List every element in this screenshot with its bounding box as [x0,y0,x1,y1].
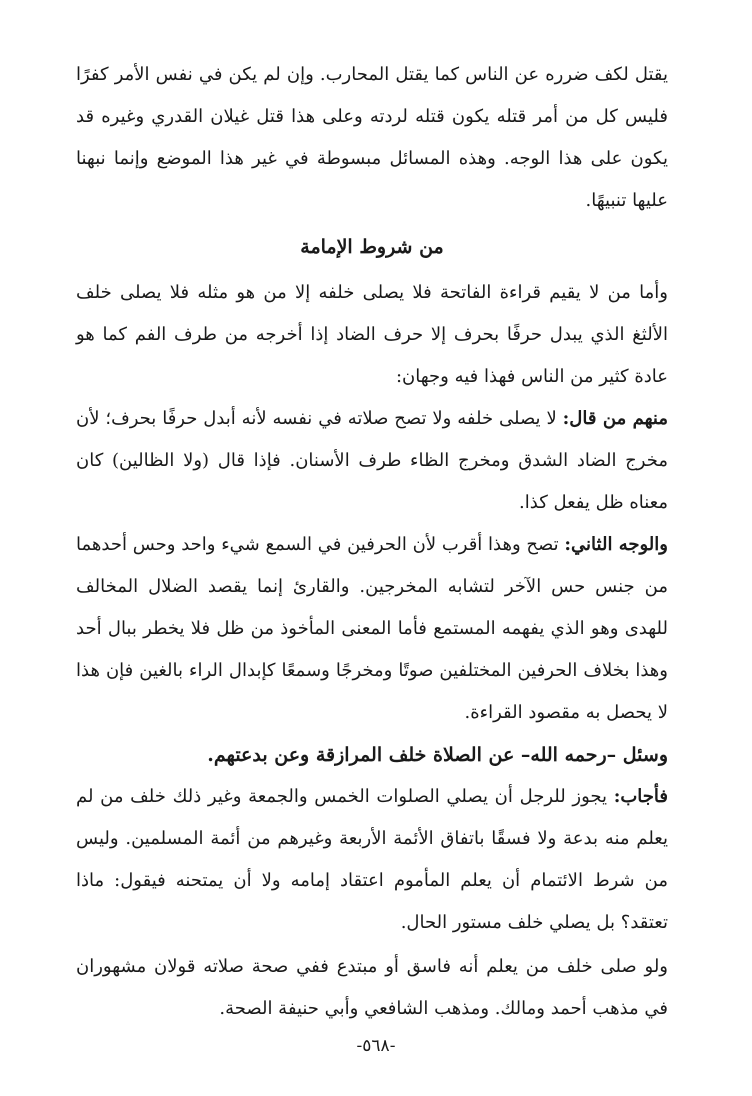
paragraph-5-body: يجوز للرجل أن يصلي الصلوات الخمس والجمعة وغير ذلك خلف من لم يعلم منه بدعة ولا فسقًا باتفاق الأئمة الأربعة وغيرهم من أئمة المسلمين. وليس من شرط الائتمام أن يعلم المأموم اعتقاد إمامه ولا أن يمتحنه فيقول: ماذا تعتقد؟ بل يصلي خلف مستور الحال. [76,786,668,933]
paragraph-1: يقتل لكف ضرره عن الناس كما يقتل المحارب. وإن لم يكن في نفس الأمر كفرًا فليس كل من أمر قتله يكون قتله لردته وعلى هذا قتل غيلان القدري وغيره قد يكون على هذا الوجه. وهذه المسائل مبسوطة في غير هذا الموضع وإنما نبهنا عليها تنبيهًا. [76,64,668,211]
page-number: -٥٦٨- [356,1036,396,1056]
paragraph-6: ولو صلى خلف من يعلم أنه فاسق أو مبتدع ففي صحة صلاته قولان مشهوران في مذهب أحمد ومالك. ومذهب الشافعي وأبي حنيفة الصحة. [76,956,668,1019]
paragraph-4-lead: والوجه الثاني: [564,534,668,555]
paragraph-3-lead: منهم من قال: [562,408,669,429]
paragraph-5-lead: فأجاب: [613,786,668,807]
section-heading-imamate: من شروط الإمامة [300,236,444,258]
paragraph-4 [76,524,668,734]
paragraph-2: وأما من لا يقيم قراءة الفاتحة فلا يصلى خلفه إلا من هو مثله فلا يصلى خلف الألثغ الذي يبدل حرفًا بحرف إلا حرف الضاد إذا أخرجه من طرف الفم كما هو عادة كثير من الناس فهذا فيه وجهان: [76,282,669,387]
paragraph-3 [76,398,668,524]
question-heading: وسئل –رحمه الله– عن الصلاة خلف المرازقة وعن بدعتهم. [207,744,668,766]
paragraph-3-body: لا يصلى خلفه ولا تصح صلاته في نفسه لأنه أبدل حرفًا بحرف؛ لأن مخرج الضاد الشدق ومخرج الظاء طرف الأسنان. فإذا قال (ولا الظالين) كان معناه ظل يفعل كذا. [76,408,668,513]
paragraph-4-body: تصح وهذا أقرب لأن الحرفين في السمع شيء واحد وحس أحدهما من جنس حس الآخر لتشابه المخرجين. والقارئ إنما يقصد الضلال المخالف للهدى وهو الذي يفهمه المستمع فأما المعنى المأخوذ من ظل فلا يخطر ببال أحد وهذا بخلاف الحرفين المختلفين صوتًا ومخرجًا وسمعًا كإبدال الراء بالغين فإن هذا لا يحصل به مقصود القراءة. [76,534,668,723]
paragraph-5 [76,776,668,944]
